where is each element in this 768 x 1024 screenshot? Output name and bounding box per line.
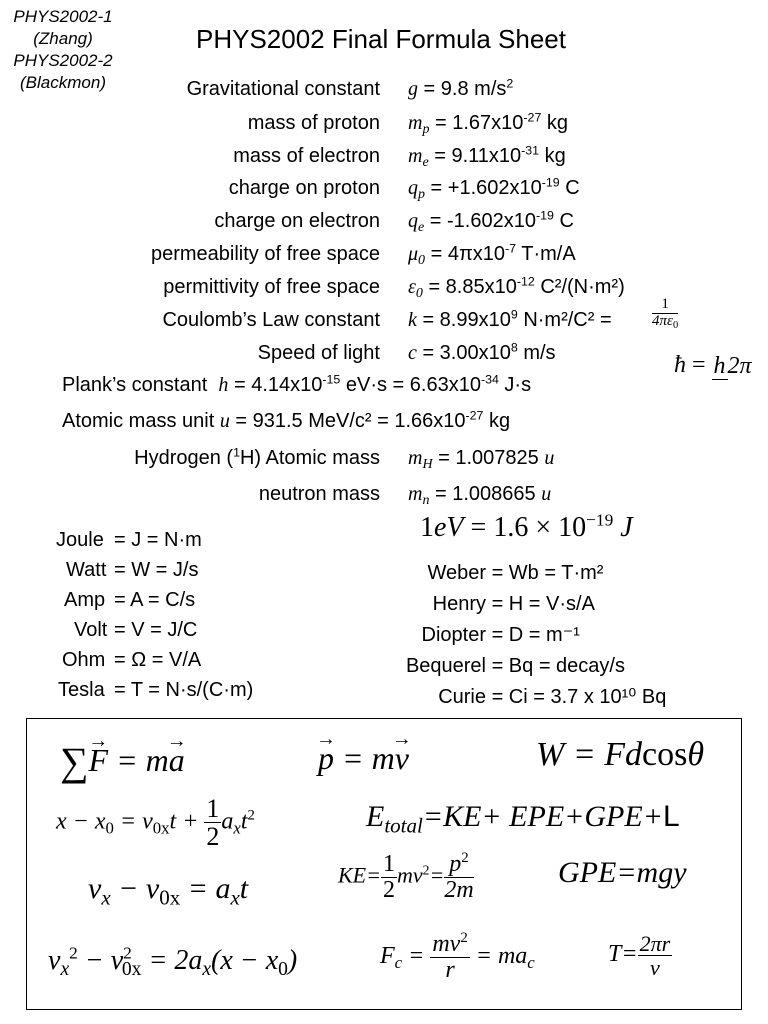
constant-label: charge on electron — [214, 210, 380, 232]
unit-row: Volt = V = J/C — [74, 619, 198, 641]
gravitational-pe-formula: GPE=mgy — [558, 856, 687, 889]
amu-constant: Atomic mass unit u = 931.5 $MeV/c^2 = 1.66x10^{-27}$ kg — [62, 408, 511, 432]
constant-value: $q_p = +1.602x10^{-19}$ C — [408, 175, 580, 203]
course-line: (Blackmon) — [20, 73, 106, 92]
constant-label: mass of electron — [233, 145, 380, 167]
constant-value: $c = 3.00x10^8$ m/s — [408, 340, 556, 364]
unit-row: Joule = J = N·m — [56, 529, 202, 551]
constant-value: $k = 8.99x10^9$ N·m²/C² = — [408, 307, 612, 331]
hbar-formula: ħ = h2π — [674, 352, 752, 379]
ev-equation: $1eV = 1.6 \times 10^{-19}$ J — [420, 510, 633, 543]
kinematics-velocity-squared: $v_x^2 - v^2_{0x} = 2a_x(x - x_0)$ — [48, 943, 298, 980]
constant-label: Coulomb’s Law constant — [162, 309, 380, 331]
constant-label: neutron mass — [258, 483, 380, 505]
work-formula: W = Fdcosθ — [536, 736, 705, 773]
kinematics-velocity: $v_x - v_{0x} = a_xt$ — [88, 872, 249, 910]
planck-constant: Plank’s constant $h = 4.14x10^{-15}$ $eV\cdot s = 6.63x10^{-34}$ J·s — [62, 372, 532, 396]
unit-row: Tesla = T = N·s/(C·m) — [58, 679, 254, 701]
unit-row: Watt = W = J/s — [66, 559, 199, 581]
unit-row: Henry = H = V·s/A — [432, 593, 595, 615]
units-right — [394, 558, 666, 713]
page-title: PHYS2002 Final Formula Sheet — [196, 24, 566, 54]
course-info — [0, 6, 128, 94]
constant-value: $m_H = 1.007825$ u — [408, 447, 555, 473]
momentum-formula: p → = mv → — [318, 740, 409, 777]
unit-row: Diopter = D = m⁻¹ — [421, 624, 580, 646]
course-line: (Zhang) — [33, 29, 93, 48]
course-line: PHYS2002-1 — [13, 7, 113, 26]
unit-row: Curie = Ci = 3.7 x 10¹⁰ Bq — [438, 686, 667, 708]
constant-label: mass of proton — [247, 112, 380, 134]
constant-label: permittivity of free space — [163, 276, 380, 298]
unit-row: Weber = Wb = T·m² — [427, 562, 604, 584]
constant-value: $m_n = 1.008665$ u — [408, 483, 552, 509]
total-energy-formula: $E_{total}=KE+ EPE+GPE+L$ — [366, 800, 680, 838]
constant-label: Speed of light — [257, 342, 380, 364]
constant-value: $m_e = 9.11x10^{-31}$ kg — [408, 143, 566, 171]
constant-value: g = 9.8 $m/s^2$ — [408, 76, 514, 100]
unit-row: Amp = A = C/s — [64, 589, 196, 611]
constant-value: $\mu_0 = 4\pi x10^{-7}$ T·m/A — [408, 241, 576, 269]
course-line: PHYS2002-2 — [13, 51, 113, 70]
kinematics-position: $x - x_0 = v_{0x}t$ + $\frac{1}{2}$ $a_xt^2$ — [56, 794, 255, 852]
kinetic-energy-formula: KE= $\frac{1}{2}$ $mv^2=$ $\frac{p^2}{2m}$ — [338, 850, 474, 904]
constant-label: Hydrogen ($^1$H) Atomic mass — [134, 445, 380, 469]
newton-second-law: ∑F → = ma → — [60, 738, 185, 785]
centripetal-force-formula: $F_c$ = $\frac{mv^2}{r}$ = $ma_c$ — [380, 930, 535, 984]
unit-row: Ohm = Ω = V/A — [62, 649, 202, 671]
unit-row: Bequerel = Bq = decay/s — [405, 655, 625, 677]
constant-value: $q_e = -1.602x10^{-19}$ C — [408, 208, 574, 236]
constant-value: $m_p = 1.67x10^{-27}$ kg — [408, 110, 569, 138]
constant-label: permeability of free space — [150, 243, 380, 265]
constant-label: Gravitational constant — [186, 78, 380, 100]
period-formula: T= $\frac{2\pi r}{v}$ — [608, 931, 671, 981]
constant-label: charge on proton — [228, 177, 380, 199]
units-left — [56, 525, 253, 705]
constant-value: $\varepsilon_0 = 8.85x10^{-12}$ C²/(N·m²) — [408, 274, 625, 302]
coulomb-fraction: $\frac{1}{4\pi\varepsilon_0}$ — [652, 296, 679, 331]
